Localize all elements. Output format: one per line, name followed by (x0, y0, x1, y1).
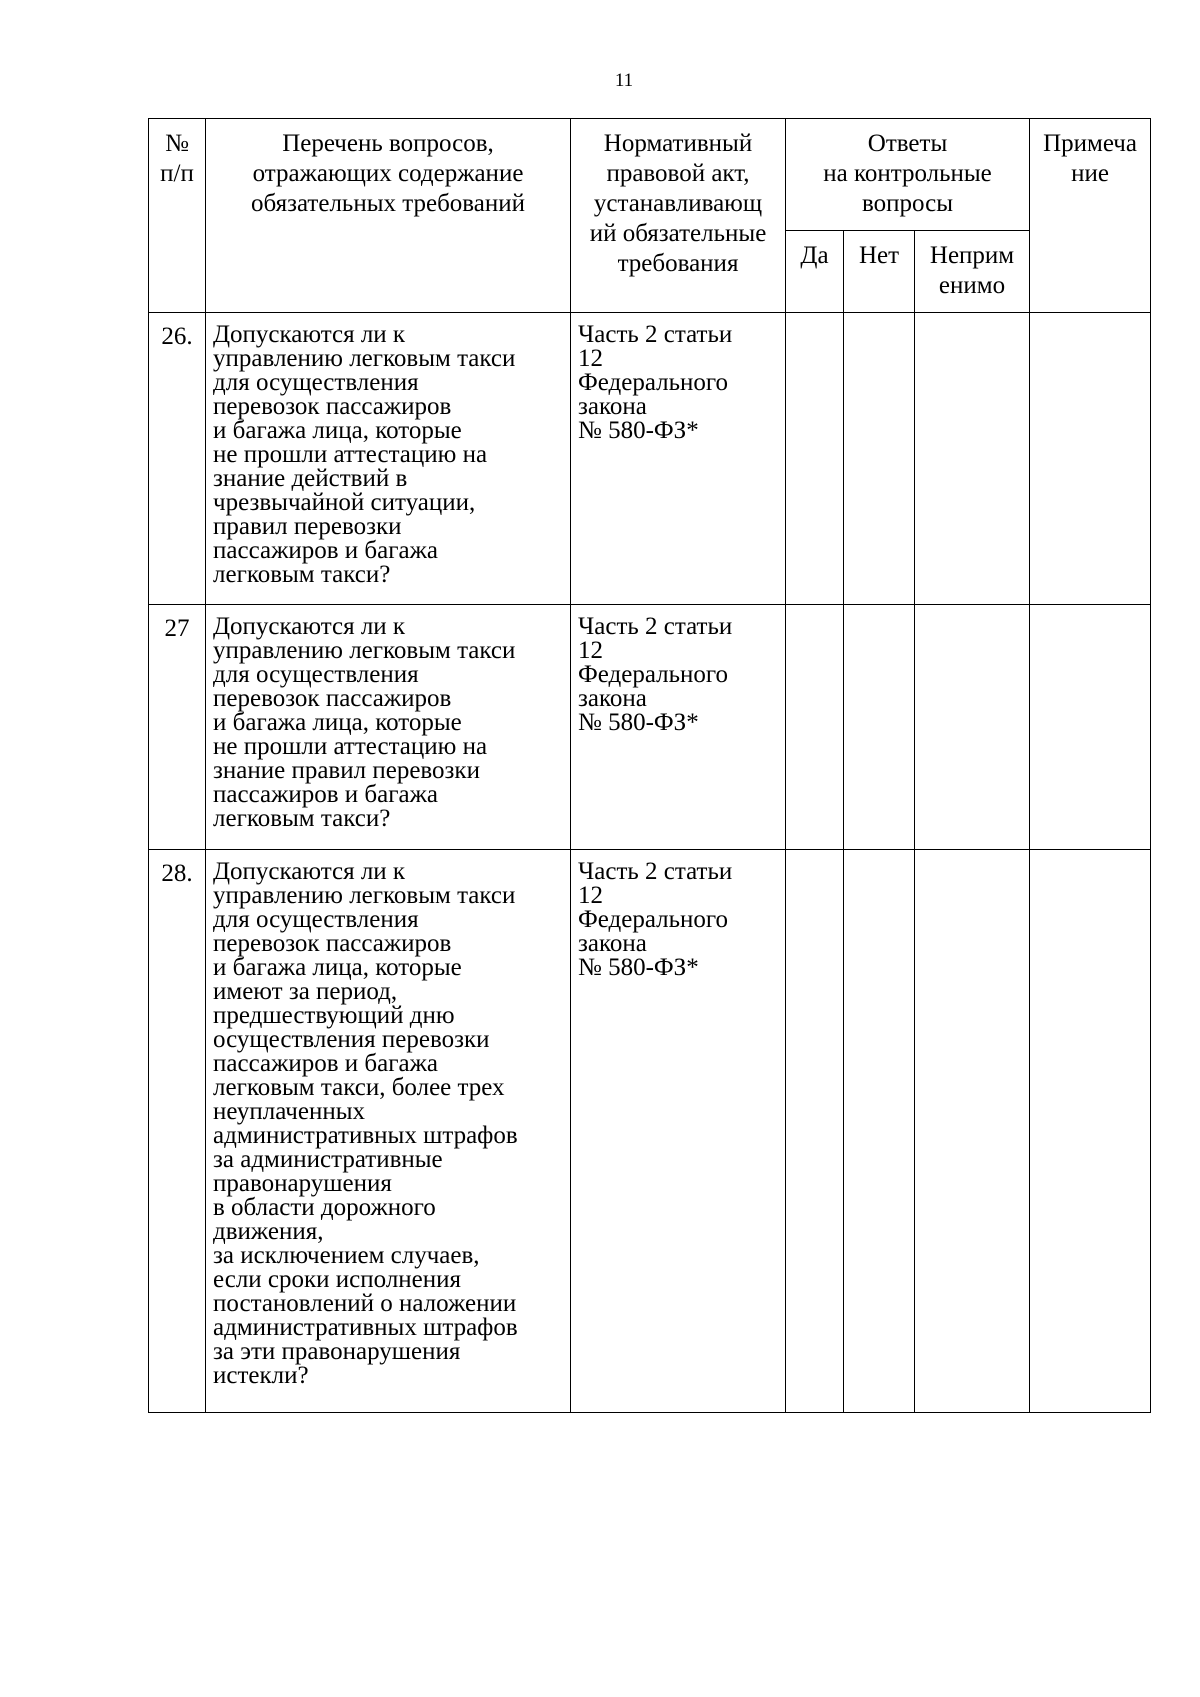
header-answers: Ответы на контрольные вопросы (786, 119, 1030, 231)
row-number: 26. (149, 313, 206, 605)
header-not-applicable: Неприм енимо (915, 231, 1030, 313)
header-questions: Перечень вопросов, отражающих содержание обязательных требований (206, 119, 571, 313)
notes-cell[interactable] (1030, 605, 1151, 850)
header-no: Нет (844, 231, 915, 313)
answer-no-cell[interactable] (844, 605, 915, 850)
row-law: Часть 2 статьи 12 Федерального закона № 580-ФЗ* (571, 605, 786, 850)
header-yes: Да (786, 231, 844, 313)
table-row (149, 313, 1151, 605)
notes-cell[interactable] (1030, 850, 1151, 1413)
answer-not-applicable-cell[interactable] (915, 605, 1030, 850)
row-law: Часть 2 статьи 12 Федерального закона № 580-ФЗ* (571, 850, 786, 1413)
header-law: Нормативный правовой акт, устанавливающ ий обязательные требования (571, 119, 786, 313)
answer-yes-cell[interactable] (786, 850, 844, 1413)
answer-no-cell[interactable] (844, 850, 915, 1413)
row-number: 27 (149, 605, 206, 850)
header-number: № п/п (149, 119, 206, 313)
row-law: Часть 2 статьи 12 Федерального закона № 580-ФЗ* (571, 313, 786, 605)
header-notes: Примеча ние (1030, 119, 1151, 313)
page-number: 11 (614, 70, 634, 91)
answer-no-cell[interactable] (844, 313, 915, 605)
answer-not-applicable-cell[interactable] (915, 313, 1030, 605)
answer-not-applicable-cell[interactable] (915, 850, 1030, 1413)
answer-yes-cell[interactable] (786, 313, 844, 605)
answer-yes-cell[interactable] (786, 605, 844, 850)
table-row (149, 605, 1151, 850)
row-number: 28. (149, 850, 206, 1413)
row-question: Допускаются ли к управлению легковым такси для осуществления перевозок пассажиров и багажа лица, которые имеют за период, предшествующий дню осуществления перевозки пассажиров и багажа легковым такси, более трех неуплаченных административных штрафов за административные правонарушения в области дорожного движения, за исключением случаев, если сроки исполнения постановлений о наложении административных штрафов за эти правонарушения истекли? (206, 850, 571, 1413)
checklist-table (148, 118, 1151, 1413)
row-question: Допускаются ли к управлению легковым такси для осуществления перевозок пассажиров и багажа лица, которые не прошли аттестацию на знание действий в чрезвычайной ситуации, правил перевозки пассажиров и багажа легковым такси? (206, 313, 571, 605)
table-row (149, 850, 1151, 1413)
row-question: Допускаются ли к управлению легковым такси для осуществления перевозок пассажиров и багажа лица, которые не прошли аттестацию на знание правил перевозки пассажиров и багажа легковым такси? (206, 605, 571, 850)
notes-cell[interactable] (1030, 313, 1151, 605)
